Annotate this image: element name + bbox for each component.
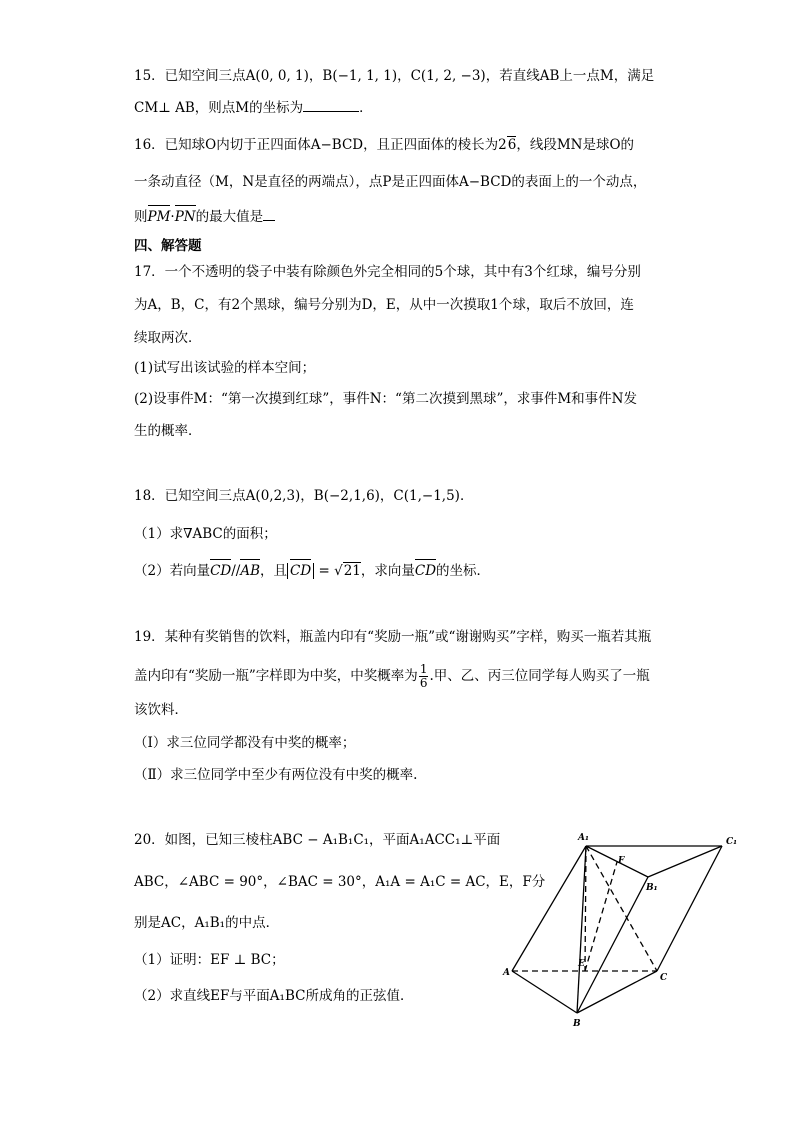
parallel-symbol: // [231, 563, 241, 579]
fraction-denominator: 6 [419, 676, 428, 690]
q16-line3-post: 的最大值是 [195, 209, 264, 225]
q18-line2: （1）求∇ABC的面积； [134, 526, 277, 542]
edge-e-f [585, 862, 617, 971]
label-b: B [573, 1019, 581, 1029]
q16-line1-pre: 16．已知球O内切于正四面体A−BCD，且正四面体的棱长为2 [134, 137, 507, 153]
label-e: E [578, 959, 585, 969]
q17-line5: (2)设事件M：“第一次摸到红球”，事件N：“第二次摸到黑球”，求事件M和事件N发 [134, 391, 637, 407]
probability-fraction [419, 663, 429, 690]
q19-line2 [134, 663, 650, 690]
q20-line2: ABC，∠ABC = 90°，∠BAC = 30°，A₁A = A₁C = AC，E，F分 [134, 874, 546, 890]
q20-line1: 20．如图，已知三棱柱ABC − A₁B₁C₁，平面A₁ACC₁⊥平面 [134, 832, 501, 848]
vector-cd: CD [210, 563, 232, 579]
q19-line3: 该饮料． [134, 702, 188, 718]
q17-line4: (1)试写出该试验的样本空间； [134, 360, 316, 376]
edge-c-c1 [657, 846, 722, 971]
vector-pn: PN [174, 209, 196, 225]
q17-line6: 生的概率． [134, 423, 202, 439]
q18-line3-mid: ，且 [260, 563, 288, 579]
q15-line1: 15．已知空间三点A(0, 0, 1)，B(−1, 1, 1)，C(1, 2, −3)，若直线AB上一点M，满足 [134, 68, 655, 84]
label-a1: A₁ [578, 833, 589, 843]
dot-operator: · [170, 209, 175, 225]
q16-line3 [134, 207, 275, 227]
q18-line3-pre: （2）若向量 [134, 563, 211, 579]
q16-line1 [134, 135, 634, 155]
edge-b1-c1 [648, 846, 722, 877]
q16-line2: 一条动直径（M，N是直径的两端点），点P是正四面体A−BCD的表面上的一个动点， [134, 174, 647, 190]
label-a: A [503, 968, 510, 978]
q18-line1: 18．已知空间三点A(0,2,3)，B(−2,1,6)，C(1,−1,5)． [134, 488, 474, 504]
fraction-numerator: 1 [419, 662, 428, 676]
q17-line3: 续取两次． [134, 330, 202, 346]
vector-pm: PM [147, 209, 171, 225]
q19-line2-post: .甲、乙、丙三位同学每人购买了一瓶 [429, 668, 650, 684]
q16-line1-post: ，线段MN是球O的 [516, 137, 635, 153]
q17-line2: 为A，B，C，有2个黑球，编号分别为D，E，从中一次摸取1个球，取后不放回，连 [134, 297, 634, 313]
q20-line5: （2）求直线EF与平面A₁BC所成角的正弦值． [134, 988, 414, 1004]
vector-ab: AB [240, 563, 261, 579]
q16-answer-blank [263, 208, 275, 221]
q19-line4: （Ⅰ）求三位同学都没有中奖的概率； [134, 735, 356, 751]
edge-a1-b [577, 846, 586, 1013]
label-f: F [618, 856, 625, 866]
label-b1: B₁ [646, 883, 658, 893]
section-heading: 四、解答题 [134, 238, 202, 254]
equals-sign: = [314, 563, 335, 579]
edge-a1-a [512, 846, 586, 971]
edge-a-b [512, 971, 577, 1013]
prism-figure [500, 828, 750, 1030]
q18-line3-post1: ，求向量 [360, 563, 415, 579]
q15-line2 [134, 98, 373, 118]
vector-cd-in-abs: CD [290, 563, 312, 579]
q18-line3: （2）若向量CD//AB，且 CD = √21，求向量CD的坐标． [134, 563, 491, 579]
label-c: C [660, 973, 668, 983]
q20-line3: 别是AC，A₁B₁的中点． [134, 915, 280, 931]
q19-line1: 19．某种有奖销售的饮料，瓶盖内印有“奖励一瓶”或“谢谢购买”字样，购买一瓶若其瓶 [134, 629, 652, 645]
q17-line1: 17．一个不透明的袋子中装有除颜色外完全相同的5个球，其中有3个红球，编号分别 [134, 264, 641, 280]
q15-answer-blank [303, 99, 359, 112]
q16-line3-pre: 则 [134, 209, 148, 225]
q15-line2-post: ． [359, 100, 373, 116]
vector-cd-result: CD [414, 563, 437, 579]
magnitude-cd [287, 563, 314, 579]
label-c1: C₁ [726, 837, 738, 847]
edge-b-b1 [577, 877, 648, 1013]
sqrt-21: 21 [343, 563, 361, 579]
q20-line4: （1）证明：EF ⊥ BC； [134, 952, 285, 968]
q19-line2-pre: 盖内印有“奖励一瓶”字样即为中奖，中奖概率为 [134, 668, 418, 684]
q19-line5: （Ⅱ）求三位同学中至少有两位没有中奖的概率. [134, 767, 418, 783]
edge-b-c [577, 971, 657, 1013]
q16-sqrt: 6 [507, 137, 517, 153]
edge-a1-b1 [586, 846, 648, 877]
q18-line3-post2: 的坐标． [436, 563, 491, 579]
q15-line2-pre: CM⊥ AB，则点M的坐标为 [134, 100, 304, 116]
